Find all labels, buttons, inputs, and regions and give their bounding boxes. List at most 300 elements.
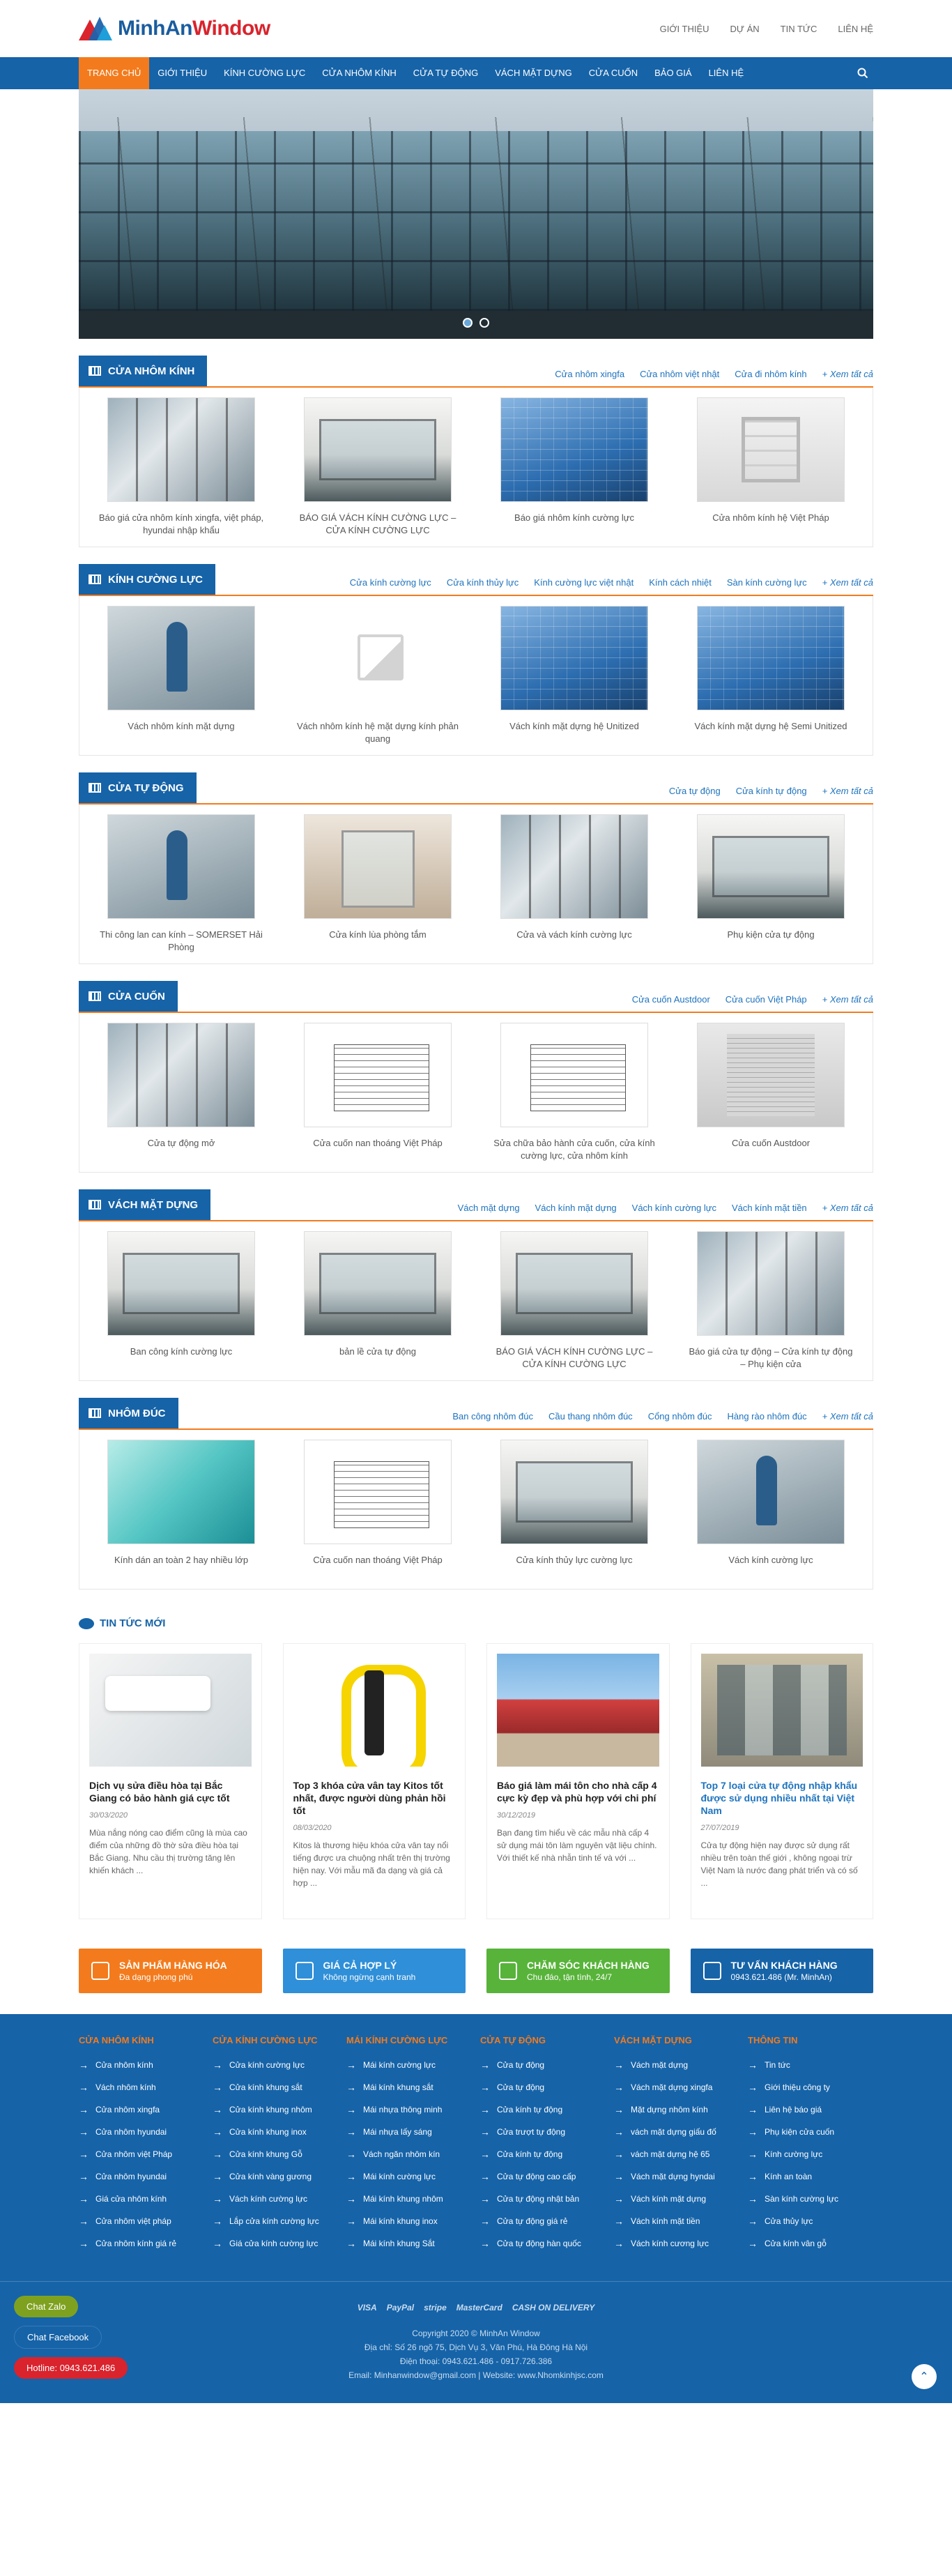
- footer-link[interactable]: → Giá cửa nhôm kính: [79, 2193, 204, 2204]
- footer-link[interactable]: → Kính an toàn: [748, 2171, 873, 2182]
- footer-link[interactable]: → Vách kính cường lực: [213, 2193, 338, 2204]
- feature-boxes: [79, 1949, 873, 1993]
- feature-text: [527, 1960, 650, 1982]
- news-date: 27/07/2019: [700, 1824, 739, 1832]
- section-link[interactable]: Cửa đi nhôm kính: [735, 369, 807, 379]
- product-image[interactable]: [107, 1440, 255, 1544]
- news-image[interactable]: [497, 1654, 659, 1767]
- section-header: [79, 356, 873, 388]
- footer-link[interactable]: → Mái kính khung Sắt: [346, 2238, 472, 2249]
- news-image[interactable]: [293, 1654, 456, 1767]
- news-card[interactable]: [79, 1643, 262, 1919]
- nav-item[interactable]: KÍNH CƯỜNG LỰC: [224, 68, 306, 78]
- footer-link[interactable]: → Mái nhựa thông minh: [346, 2104, 472, 2115]
- footer-link[interactable]: → Giới thiệu công ty: [748, 2082, 873, 2093]
- footer-column: [79, 2035, 204, 2260]
- footer-link[interactable]: → Vách kính mặt dựng: [614, 2193, 739, 2204]
- section-link[interactable]: Vách kính mặt tiền: [731, 1203, 807, 1213]
- hotline-button[interactable]: Hotline: 0943.621.486: [14, 2357, 128, 2379]
- product-card[interactable]: [89, 606, 273, 745]
- news-image[interactable]: [89, 1654, 252, 1767]
- section-link[interactable]: Cửa kính thủy lực: [446, 577, 519, 588]
- product-name[interactable]: bản lề cửa tự động: [339, 1346, 416, 1357]
- news-icon: [79, 1618, 94, 1629]
- product-card[interactable]: [679, 1023, 863, 1162]
- footer-link[interactable]: → Kính cường lực: [748, 2149, 873, 2160]
- product-card[interactable]: [679, 397, 863, 537]
- thumbs-up-icon: [499, 1962, 517, 1980]
- footer-link[interactable]: → Cửa tự động cao cấp: [480, 2171, 606, 2182]
- footer-link[interactable]: → vách mặt dựng giấu đố: [614, 2126, 739, 2137]
- feature-box: [486, 1949, 670, 1993]
- hero-slider[interactable]: [79, 89, 873, 339]
- chat-facebook-button[interactable]: Chat Facebook: [14, 2326, 102, 2349]
- logo-text: MinhAnWindow: [118, 17, 270, 40]
- footer-link[interactable]: → Vách mặt dựng hyndai: [614, 2171, 739, 2182]
- news-grid: [79, 1643, 873, 1919]
- footer-link[interactable]: → Cửa nhôm việt Pháp: [79, 2149, 204, 2160]
- news-card[interactable]: [691, 1643, 874, 1919]
- section-links: [350, 577, 873, 595]
- product-card[interactable]: [286, 814, 470, 954]
- feature-box: [691, 1949, 874, 1993]
- footer-column: [748, 2035, 873, 2260]
- product-card[interactable]: [679, 606, 863, 745]
- footer-link[interactable]: → Mái nhựa lấy sáng: [346, 2126, 472, 2137]
- search-icon[interactable]: [852, 57, 873, 89]
- slider-dots: [463, 318, 489, 328]
- footer-info-line: Điện thoại: 0943.621.486 - 0917.726.386: [399, 2356, 553, 2366]
- section-title[interactable]: [79, 772, 197, 803]
- product-image[interactable]: [304, 1440, 452, 1544]
- section-links: [669, 786, 873, 803]
- product-card[interactable]: [482, 1440, 666, 1579]
- phone-icon: [703, 1962, 721, 1980]
- footer-link[interactable]: → Vách ngăn nhôm kín: [346, 2149, 472, 2160]
- payment-logo: VISA: [357, 2303, 377, 2312]
- footer-link[interactable]: → Cửa kính khung sắt: [213, 2082, 338, 2093]
- product-name[interactable]: Báo giá cửa tự động – Cửa kính tự động – Phụ kiện cửa: [689, 1346, 853, 1369]
- box-icon: [91, 1962, 109, 1980]
- footer-link[interactable]: → Mái kính khung nhôm: [346, 2193, 472, 2204]
- product-section: [79, 356, 873, 547]
- product-card[interactable]: [286, 1023, 470, 1162]
- feature-subtitle: Đa dạng phong phú: [119, 1972, 193, 1982]
- footer-link[interactable]: → Cửa nhôm việt pháp: [79, 2216, 204, 2227]
- footer-link[interactable]: → Mái kính khung sắt: [346, 2082, 472, 2093]
- footer-link[interactable]: → Cửa kính khung inox: [213, 2126, 338, 2137]
- product-name[interactable]: Cửa cuốn nan thoáng Việt Pháp: [313, 1138, 443, 1148]
- footer-link-list: [614, 2059, 739, 2249]
- section-link[interactable]: Sàn kính cường lực: [726, 577, 807, 588]
- footer-link[interactable]: → Cửa nhôm xingfa: [79, 2104, 204, 2115]
- product-grid: [79, 596, 873, 756]
- product-name[interactable]: Báo giá cửa nhôm kính xingfa, việt pháp, hyundai nhập khẩu: [98, 512, 264, 535]
- product-name[interactable]: BÁO GIÁ VÁCH KÍNH CƯỜNG LỰC – CỬA KÍNH CƯỜNG LỰC: [299, 512, 456, 535]
- footer-link[interactable]: → Cửa tự động hàn quốc: [480, 2238, 606, 2249]
- footer-link[interactable]: → Cửa tự động: [480, 2082, 606, 2093]
- top-link[interactable]: LIÊN HỆ: [838, 23, 873, 34]
- footer-link[interactable]: → Cửa nhôm hyundai: [79, 2171, 204, 2182]
- payment-logo: CASH ON DELIVERY: [512, 2303, 595, 2312]
- nav-item[interactable]: BẢO GIÁ: [654, 68, 692, 78]
- news-title-link[interactable]: Báo giá làm mái tôn cho nhà cấp 4 cực kỳ đẹp và phù hợp với chi phí: [497, 1780, 657, 1804]
- section-header: [79, 1189, 873, 1221]
- top-link[interactable]: GIỚI THIỆU: [659, 23, 709, 34]
- section-link[interactable]: Cầu thang nhôm đúc: [548, 1411, 633, 1422]
- footer-info: [0, 2326, 952, 2382]
- product-name[interactable]: Vách kính mặt dựng hệ Unitized: [509, 721, 639, 731]
- nav-item[interactable]: CỬA NHÔM KÍNH: [322, 68, 397, 78]
- grid-icon: [89, 1200, 101, 1210]
- section-link[interactable]: Hàng rào nhôm đúc: [727, 1411, 807, 1422]
- section-link[interactable]: Cổng nhôm đúc: [647, 1411, 712, 1422]
- section-title-label: CỬA TỰ ĐỘNG: [108, 782, 184, 794]
- footer-link-list: [748, 2059, 873, 2249]
- product-image[interactable]: [107, 397, 255, 502]
- product-name[interactable]: Cửa cuốn Austdoor: [731, 1138, 811, 1148]
- product-card[interactable]: [679, 1231, 863, 1371]
- nav-item[interactable]: LIÊN HỆ: [708, 68, 744, 78]
- feature-text: [119, 1960, 227, 1982]
- footer-link[interactable]: → Mái kính cường lực: [346, 2171, 472, 2182]
- footer-link[interactable]: → Vách mặt dựng xingfa: [614, 2082, 739, 2093]
- footer-link[interactable]: → Cửa kính tự động: [480, 2149, 606, 2160]
- product-image[interactable]: [697, 1231, 845, 1336]
- product-card[interactable]: [89, 1231, 273, 1371]
- view-all-link[interactable]: + Xem tất cả: [822, 786, 873, 796]
- product-grid: [79, 1013, 873, 1173]
- product-grid: [79, 805, 873, 964]
- logo-mark-icon: [79, 17, 112, 40]
- footer-link[interactable]: → Vách nhôm kính: [79, 2082, 204, 2093]
- product-card[interactable]: [482, 1023, 666, 1162]
- payment-logos: [0, 2303, 952, 2312]
- section-title[interactable]: [79, 564, 215, 595]
- section-link[interactable]: Cửa kính cường lực: [349, 577, 431, 588]
- news-excerpt: Cửa tự động hiện nay được sử dụng rất nhiều trên toàn thế giới , không ngoại trừ Việt Nam là nước đang phát triển và có số ...: [700, 1840, 858, 1888]
- product-card[interactable]: [482, 814, 666, 954]
- product-image[interactable]: [304, 1231, 452, 1336]
- site-logo[interactable]: [79, 17, 270, 40]
- news-excerpt: Kitos là thương hiệu khóa cửa vân tay nổi tiếng được ưa chuộng nhất trên thị trường hiện nay. Với mẫu mã đa dạng và giá cả hợp ...: [293, 1840, 450, 1888]
- footer-link-list: [79, 2059, 204, 2249]
- product-image[interactable]: [697, 1023, 845, 1127]
- section-links: [555, 369, 873, 386]
- footer-link[interactable]: → Mái kính khung inox: [346, 2216, 472, 2227]
- section-title-label: VÁCH MẶT DỰNG: [108, 1198, 199, 1211]
- product-name[interactable]: Cửa tự động mở: [147, 1138, 215, 1148]
- chevron-up-icon: ⌃: [919, 2371, 929, 2383]
- section-links: [452, 1411, 873, 1428]
- feature-box: [79, 1949, 262, 1993]
- news-title-link[interactable]: Dịch vụ sửa điều hòa tại Bắc Giang có bảo hành giá cực tốt: [89, 1780, 230, 1804]
- nav-item[interactable]: CỬA CUỐN: [588, 68, 638, 78]
- product-image[interactable]: [107, 1231, 255, 1336]
- product-name[interactable]: BÁO GIÁ VÁCH KÍNH CƯỜNG LỰC – CỬA KÍNH CƯỜNG LỰC: [496, 1346, 653, 1369]
- feature-subtitle: Không ngừng cạnh tranh: [323, 1972, 416, 1982]
- footer-link[interactable]: → Sàn kính cường lực: [748, 2193, 873, 2204]
- news-card[interactable]: [486, 1643, 670, 1919]
- product-name[interactable]: Vách nhôm kính mặt dựng: [128, 721, 235, 731]
- section-link[interactable]: Cửa nhôm xingfa: [555, 369, 625, 379]
- footer-column-title: CỬA TỰ ĐỘNG: [480, 2035, 546, 2045]
- product-grid: [79, 1221, 873, 1381]
- product-image[interactable]: [500, 1023, 648, 1127]
- back-to-top-button[interactable]: [912, 2364, 937, 2389]
- section-link[interactable]: Vách kính mặt dựng: [535, 1203, 617, 1213]
- product-card[interactable]: [286, 606, 470, 745]
- footer-link[interactable]: → vách mặt dựng hệ 65: [614, 2149, 739, 2160]
- news-title-link[interactable]: Top 7 loại cửa tự động nhập khẩu được sử dụng nhiều nhất tại Việt Nam: [700, 1780, 858, 1816]
- section-links: [458, 1203, 873, 1220]
- product-image[interactable]: [107, 814, 255, 919]
- footer-link[interactable]: → Giá cửa kính cường lực: [213, 2238, 338, 2249]
- payment-logo: stripe: [424, 2303, 447, 2312]
- section-header: [79, 564, 873, 596]
- footer-bottom: [0, 2281, 952, 2403]
- section-title-label: CỬA NHÔM KÍNH: [108, 365, 195, 377]
- product-name[interactable]: Cửa kính lùa phòng tắm: [329, 929, 427, 940]
- footer-link[interactable]: → Cửa kính khung Gỗ: [213, 2149, 338, 2160]
- footer-info-line: Địa chỉ: Số 26 ngõ 75, Dịch Vụ 3, Văn Phú, Hà Đông Hà Nội: [364, 2342, 588, 2352]
- product-grid: [79, 1430, 873, 1590]
- view-all-link[interactable]: + Xem tất cả: [822, 1203, 873, 1213]
- nav-item[interactable]: TRANG CHỦ: [79, 57, 149, 89]
- footer-column-title: VÁCH MẶT DỰNG: [614, 2035, 692, 2045]
- product-grid: [79, 388, 873, 547]
- grid-icon: [89, 574, 101, 584]
- section-link[interactable]: Cửa tự động: [668, 786, 721, 796]
- footer-link[interactable]: → Cửa kính khung nhôm: [213, 2104, 338, 2115]
- footer-link[interactable]: → Cửa trượt tự động: [480, 2126, 606, 2137]
- slider-dot-1[interactable]: [463, 318, 473, 328]
- product-name[interactable]: Thi công lan can kính – SOMERSET Hải Phòng: [100, 929, 263, 952]
- news-excerpt: Mùa nắng nóng cao điểm cũng là mùa cao điểm của những đồ thờ sửa điều hòa tại Bắc Giang. Nhu cầu thị trường tăng lên khiến khách ...: [89, 1828, 247, 1875]
- footer-link[interactable]: → Cửa kính vàng gương: [213, 2171, 338, 2182]
- footer-link-list: [213, 2059, 338, 2249]
- product-name[interactable]: Cửa và vách kính cường lực: [516, 929, 632, 940]
- feature-title: SẢN PHẨM HÀNG HÓA: [119, 1960, 227, 1971]
- price-tag-icon: [295, 1962, 314, 1980]
- news-image[interactable]: [701, 1654, 863, 1767]
- feature-text: [731, 1960, 838, 1982]
- product-name[interactable]: Cửa cuốn nan thoáng Việt Pháp: [313, 1555, 443, 1565]
- section-link[interactable]: Ban công nhôm đúc: [452, 1411, 533, 1422]
- section-link[interactable]: Cửa nhôm việt nhật: [640, 369, 720, 379]
- footer-info-line: Email: Minhanwindow@gmail.com | Website: www.Nhomkinhjsc.com: [348, 2370, 604, 2380]
- grid-icon: [89, 1408, 101, 1418]
- product-name[interactable]: Cửa nhôm kính hệ Việt Pháp: [712, 512, 829, 523]
- nav-item[interactable]: VÁCH MẶT DỰNG: [495, 68, 572, 78]
- view-all-link[interactable]: + Xem tất cả: [822, 369, 873, 379]
- product-image[interactable]: [500, 1231, 648, 1336]
- product-image[interactable]: [304, 814, 452, 919]
- section-header: [79, 981, 873, 1013]
- product-card[interactable]: [89, 397, 273, 537]
- product-card[interactable]: [89, 1440, 273, 1579]
- section-link[interactable]: Kính cách nhiệt: [649, 577, 712, 588]
- grid-icon: [89, 783, 101, 793]
- footer-link[interactable]: → Vách kính cương lực: [614, 2238, 739, 2249]
- section-title-label: CỬA CUỐN: [108, 990, 165, 1003]
- feature-title: TƯ VẤN KHÁCH HÀNG: [730, 1960, 838, 1971]
- footer-column-title: THÔNG TIN: [748, 2035, 798, 2045]
- product-image[interactable]: [697, 606, 845, 710]
- product-card[interactable]: [286, 397, 470, 537]
- product-image[interactable]: [500, 1440, 648, 1544]
- top-links: [660, 24, 873, 34]
- news-header: [79, 1617, 873, 1629]
- product-name[interactable]: Cửa kính thủy lực cường lực: [516, 1555, 633, 1565]
- product-card[interactable]: [482, 606, 666, 745]
- footer-info-line: Copyright 2020 © MinhAn Window: [412, 2329, 540, 2338]
- footer-link[interactable]: → Lắp cửa kính cường lực: [213, 2216, 338, 2227]
- grid-icon: [89, 991, 101, 1001]
- floating-contact-buttons: [14, 2296, 128, 2379]
- product-image[interactable]: [697, 1440, 845, 1544]
- section-title[interactable]: [79, 356, 207, 386]
- news-date: 30/12/2019: [497, 1811, 536, 1820]
- product-image[interactable]: [304, 606, 452, 710]
- news-card[interactable]: [283, 1643, 466, 1919]
- section-title[interactable]: [79, 981, 178, 1012]
- footer-link[interactable]: → Cửa tự động giá rẻ: [480, 2216, 606, 2227]
- footer-columns: [79, 2035, 873, 2260]
- footer-column-title: MÁI KÍNH CƯỜNG LỰC: [346, 2035, 448, 2045]
- footer-column: [614, 2035, 739, 2260]
- product-name[interactable]: Vách kính cường lực: [728, 1555, 813, 1565]
- news-title-link[interactable]: Top 3 khóa cửa vân tay Kitos tốt nhất, được người dùng phản hồi tốt: [293, 1780, 446, 1816]
- product-image[interactable]: [304, 1023, 452, 1127]
- section-header: [79, 1398, 873, 1430]
- footer-link[interactable]: → Cửa kính cường lực: [213, 2059, 338, 2071]
- section-link[interactable]: Cửa cuốn Austdoor: [631, 994, 710, 1005]
- product-image[interactable]: [697, 814, 845, 919]
- product-card[interactable]: [482, 1231, 666, 1371]
- product-section: [79, 1189, 873, 1381]
- footer-link[interactable]: → Vách kính mặt tiền: [614, 2216, 739, 2227]
- slider-dot-2[interactable]: [479, 318, 489, 328]
- product-image[interactable]: [304, 397, 452, 502]
- footer-link[interactable]: → Mặt dựng nhôm kính: [614, 2104, 739, 2115]
- feature-subtitle: Chu đáo, tận tình, 24/7: [527, 1972, 613, 1982]
- product-sections: [0, 356, 952, 1590]
- product-name[interactable]: Vách kính mặt dựng hệ Semi Unitized: [694, 721, 847, 731]
- footer-column: [213, 2035, 338, 2260]
- product-name[interactable]: Báo giá nhôm kính cường lực: [514, 512, 634, 523]
- product-image[interactable]: [500, 606, 648, 710]
- footer-link[interactable]: → Cửa nhôm kính giá rẻ: [79, 2238, 204, 2249]
- product-card[interactable]: [679, 1440, 863, 1579]
- view-all-link[interactable]: + Xem tất cả: [822, 577, 873, 588]
- news-excerpt: Bạn đang tìm hiểu về các mẫu nhà cấp 4 sử dụng mái tôn làm nguyên vật liệu chính. Với thiết kế nhà nhẫn tinh tế và với ...: [497, 1828, 657, 1863]
- product-image[interactable]: [107, 606, 255, 710]
- section-title-label: NHÔM ĐÚC: [108, 1407, 166, 1419]
- feature-text: [323, 1960, 416, 1982]
- footer-link[interactable]: → Tin tức: [748, 2059, 873, 2071]
- news-date: 08/03/2020: [293, 1824, 332, 1832]
- top-header: [79, 0, 873, 57]
- feature-title: CHĂM SÓC KHÁCH HÀNG: [527, 1960, 650, 1971]
- top-link[interactable]: TIN TỨC: [780, 23, 817, 34]
- feature-box: [283, 1949, 466, 1993]
- section-header: [79, 772, 873, 805]
- section-link[interactable]: Vách mặt dựng: [457, 1203, 520, 1213]
- product-card[interactable]: [286, 1440, 470, 1579]
- footer-link[interactable]: → Mái kính cường lực: [346, 2059, 472, 2071]
- product-name[interactable]: Kính dán an toàn 2 hay nhiều lớp: [114, 1555, 249, 1565]
- product-image[interactable]: [697, 397, 845, 502]
- footer-link[interactable]: → Vách mặt dựng: [614, 2059, 739, 2071]
- feature-title: GIÁ CẢ HỢP LÝ: [323, 1960, 397, 1971]
- footer-link[interactable]: → Phụ kiện cửa cuốn: [748, 2126, 873, 2137]
- product-image[interactable]: [500, 397, 648, 502]
- section-link[interactable]: Cửa cuốn Việt Pháp: [725, 994, 807, 1005]
- product-card[interactable]: [679, 814, 863, 954]
- footer-column: [480, 2035, 606, 2260]
- footer-column-title: CỬA KÍNH CƯỜNG LỰC: [213, 2035, 318, 2045]
- view-all-link[interactable]: + Xem tất cả: [822, 1411, 873, 1422]
- product-card[interactable]: [89, 1023, 273, 1162]
- payment-logo: PayPal: [386, 2303, 415, 2312]
- footer-link[interactable]: → Cửa thủy lực: [748, 2216, 873, 2227]
- section-links: [632, 994, 873, 1012]
- product-name[interactable]: Phụ kiện cửa tự động: [727, 929, 815, 940]
- product-section: [79, 1398, 873, 1590]
- product-image[interactable]: [500, 814, 648, 919]
- payment-logo: MasterCard: [456, 2303, 502, 2312]
- grid-icon: [89, 366, 101, 376]
- product-name[interactable]: Vách nhôm kính hệ mặt dựng kính phản quang: [296, 721, 459, 744]
- feature-subtitle: 0943.621.486 (Mr. MinhAn): [730, 1972, 832, 1982]
- product-section: [79, 772, 873, 964]
- footer-link[interactable]: → Cửa nhôm hyundai: [79, 2126, 204, 2137]
- footer-link[interactable]: → Liên hệ báo giá: [748, 2104, 873, 2115]
- section-link[interactable]: Kính cường lực việt nhật: [534, 577, 634, 588]
- footer-link[interactable]: → Cửa kính vân gỗ: [748, 2238, 873, 2249]
- main-nav: [0, 57, 952, 89]
- view-all-link[interactable]: + Xem tất cả: [822, 994, 873, 1005]
- footer-link[interactable]: → Cửa nhôm kính: [79, 2059, 204, 2071]
- section-title[interactable]: [79, 1189, 210, 1220]
- news-title: TIN TỨC MỚI: [100, 1617, 166, 1629]
- chat-zalo-button[interactable]: Chat Zalo: [14, 2296, 78, 2317]
- section-title[interactable]: [79, 1398, 178, 1428]
- footer-link-list: [346, 2059, 472, 2249]
- product-card[interactable]: [89, 814, 273, 954]
- footer-column-title: CỬA NHÔM KÍNH: [79, 2035, 154, 2045]
- section-link[interactable]: Vách kính cường lực: [631, 1203, 716, 1213]
- product-name[interactable]: Ban công kính cường lực: [130, 1346, 233, 1357]
- product-section: [79, 564, 873, 756]
- footer-link[interactable]: → Cửa kính tự động: [480, 2104, 606, 2115]
- nav-item[interactable]: CỬA TỰ ĐỘNG: [413, 68, 479, 78]
- product-section: [79, 981, 873, 1173]
- footer-link[interactable]: → Cửa tự động: [480, 2059, 606, 2071]
- section-link[interactable]: Cửa kính tự động: [735, 786, 807, 796]
- product-name[interactable]: Sửa chữa bảo hành cửa cuốn, cửa kính cường lực, cửa nhôm kính: [493, 1138, 655, 1161]
- nav-item[interactable]: GIỚI THIỆU: [158, 68, 208, 78]
- footer-column: [346, 2035, 472, 2260]
- product-image[interactable]: [107, 1023, 255, 1127]
- footer-link[interactable]: → Cửa tự động nhật bản: [480, 2193, 606, 2204]
- top-link[interactable]: DỰ ÁN: [730, 23, 760, 34]
- footer: [0, 2014, 952, 2403]
- product-card[interactable]: [482, 397, 666, 537]
- news-date: 30/03/2020: [89, 1811, 128, 1820]
- product-card[interactable]: [286, 1231, 470, 1371]
